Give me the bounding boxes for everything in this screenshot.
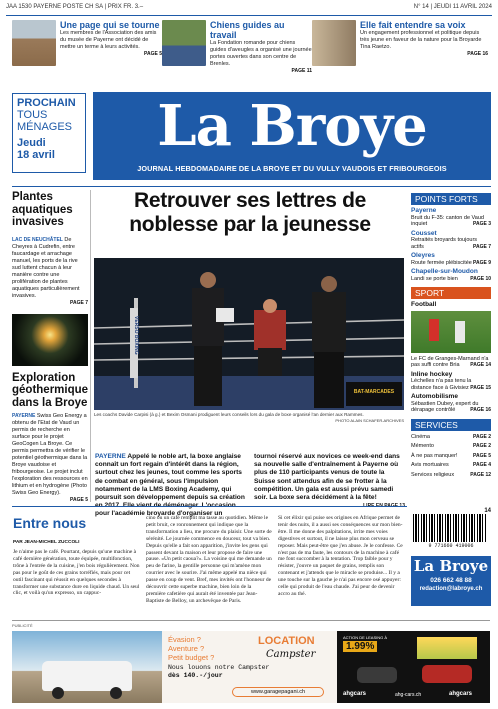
teaser-dogs[interactable] — [162, 20, 312, 72]
barcode-bars — [413, 514, 487, 542]
masthead-divider — [12, 186, 491, 187]
barcode-number: 9 771660 419006 — [428, 543, 474, 549]
section-points-forts: POINTS FORTS — [411, 193, 491, 205]
top-divider — [6, 15, 492, 16]
teaser-text: Les membres de l'Association des amis du musée de Payerne ont décidé de mettre un terme à leurs activités. — [60, 30, 157, 50]
advertisement[interactable] — [12, 620, 490, 706]
ad-leasing-rate: 1.99% — [343, 641, 377, 652]
column-title: Entre nous — [13, 515, 87, 531]
households-label: MÉNAGES — [17, 121, 73, 133]
service-item[interactable]: Mémento PAGE 2 — [411, 443, 491, 449]
service-item[interactable]: Avis mortuaires PAGE 4 — [411, 462, 491, 468]
sport-item[interactable]: Automobilisme Sébastien Dubey, expert du dérapage contrôlé PAGE 16 — [411, 393, 491, 413]
all-households-label: TOUS — [17, 109, 48, 121]
ad-brand-2: ahgcars — [449, 691, 473, 697]
column-divider — [12, 506, 407, 507]
boxing-photo — [94, 258, 404, 410]
ad-line-4: Nous louons notre Campster — [168, 664, 270, 671]
issue-date: N° 14 | JEUDI 11 AVRIL 2024 — [413, 4, 492, 10]
top-bar — [6, 4, 492, 14]
main-headline[interactable]: Retrouver ses lettres de noblesse par la jeunesse — [129, 189, 371, 236]
ad-label: PUBLICITÉ — [12, 623, 33, 628]
index-item[interactable]: Cousset Retraités broyards toujours actifs PAGE 7 — [411, 229, 491, 250]
teaser-voice[interactable] — [312, 20, 492, 72]
contact-email[interactable]: redaction@labroye.ch — [419, 586, 483, 592]
right-column — [411, 193, 491, 478]
story-page: PAGE 5 — [70, 497, 88, 503]
story-kicker: LAC DE NEUCHÂTEL — [12, 236, 63, 243]
teaser-photo-dogs — [162, 20, 206, 66]
story-text: Swiss Geo Energy a obtenu de l'Etat de Vaud un permis de recherche en surface pour le projet GeoCogen La Broye. Ce permis permettra de vérifier le potentiel géothermique dans la Broye vaudoise et fribourgeoise. Le projet inclut l'exploration des ressources en lithium et en hydrogène (Photo Swiss Geo Energy). — [12, 413, 88, 496]
contact-box — [411, 556, 491, 606]
photo-credit: PHOTO ALAIN SCHAFER-ARCHIVES — [335, 418, 404, 423]
teaser-page: PAGE 11 — [291, 68, 312, 74]
teaser-photo-building — [12, 20, 56, 66]
column-text-2: cino ou un café remplit ma tasse au quotidien. Même le petit bruit, ce ronronnement qui indique que la transformation a lieu, me procure du plaisir. Une sorte de sérénité. Le journée commence en douceur, tout va bien. Depuis qu'elle a fait son apparition, j'invite les gens qui passent devant la maison et leur propose de faire une pause. «Un petit caoua?». La voisine qui me demande un peu de farine, la gentille personne qui m'amène mon courrier avec le sourire. J'ai même appelé ma nièce qui passe en coup de vent. Bref, mes invités ont l'honneur de découvrir cette superbe machine, bien loin de la première cafetière qui aurait été inventée par Jean-Baptiste de Belloy, un archevêque de Paris. — [146, 515, 272, 604]
masthead-subtitle: JOURNAL HEBDOMADAIRE DE LA BROYE ET DU VULLY VAUDOIS ET FRIBOURGEOIS — [137, 164, 447, 173]
football-photo — [411, 311, 491, 353]
teaser-photo-portrait — [312, 20, 356, 66]
masthead — [93, 92, 491, 180]
ad-location: LOCATION — [258, 635, 315, 647]
next-issue-box — [12, 93, 86, 173]
sport-item[interactable]: Inline hockey Léchelles n'a pas tenu la distance face à Givisiez PAGE 15 — [411, 370, 491, 391]
sport-item[interactable]: Le FC de Granges-Marnand n'a pas suffi contre Bria PAGE 14 — [411, 355, 491, 368]
sport-item[interactable]: Football — [411, 301, 437, 308]
ring-post-text: VERSO BOXING — [133, 316, 139, 355]
next-date: 18 avril — [17, 149, 55, 161]
teaser-museum[interactable] — [12, 20, 162, 72]
teaser-title: Une page qui se tourne — [60, 20, 160, 30]
masthead-title: La Broye — [157, 93, 427, 159]
teaser-page: PAGE 16 — [467, 51, 488, 57]
ad-van-photo — [12, 631, 162, 703]
lead-kicker: PAYERNE — [95, 453, 126, 460]
story-text: De Cheyres à Cudrefin, entre faucardage et arrachage manuel, les ports de la rive sud luttent chacun à leur manière contre une prolifération de plantes aquatiques particulièrement invasives. — [12, 236, 80, 299]
ad-url[interactable]: www.garagepagani.ch — [232, 687, 324, 697]
next-day: Jeudi — [17, 137, 46, 149]
teaser-page: PAGE 5 — [144, 51, 162, 57]
ad-line-2: Aventure ? — [168, 644, 205, 653]
section-sport: SPORT — [411, 287, 491, 299]
left-divider — [90, 190, 91, 502]
ad-line-1: Évasion ? — [168, 635, 201, 644]
ad-campster-logo: Campster — [266, 649, 316, 660]
column-text-3: Si cet élixir qui puise ses origines en Afrique permet de tenir des nuits, il a aussi ses conséquences sur mon bien-être. Il me donne des palpitations, irrite mes voies digestives et surtout, il ne laisse plus mon cerveau se reposer. Mais peut-être que j'en abuse. Je le confesse. Ce n'est pas de ma faute, les contours de la machine à café me font succomber à la tentation. Trop faible pour y résister, j'ouvre un paquet de grains, remplis son contenant et j'attends que le miracle se produise... Il y a une touche sur la gauche je n'ai pas encore osé appuyer: celle qui produit de l'eau chaude. J'ai peur de devenir accro au thé. — [278, 515, 403, 597]
ad-campster — [162, 631, 337, 703]
teaser-text: La Fondation romande pour chiens guides d'aveugles a organisé une journée portes ouvertes dans son centre de Brenles. — [210, 40, 312, 67]
index-item[interactable]: Payerne Bruit du F-35: canton de Vaud inquiet PAGE 3 — [411, 207, 491, 227]
column-author: PAR JEAN-MICHEL ZUCCOLI — [13, 540, 80, 545]
left-column — [12, 191, 88, 504]
ad-brand: ahgcars — [343, 691, 367, 697]
story-kicker: PAYERNE — [12, 413, 36, 419]
story-headline: Plantes aquatiques invasives — [12, 191, 73, 228]
contact-phone[interactable]: 026 662 48 88 — [430, 577, 472, 584]
lead-body: Appelé le noble art, la boxe anglaise connaît un fort regain d'intérêt dans la région, surtout chez les jeunes, tout comme les sports de combat en général, sous l'impulsion notamment de la LMS Boxing Academy, qui poursuit son développement depuis sa création pour l'académie broyarde d'organiser un tournoi réservé aux novices ce week-end dans sa nouvelle salle d'entraînement à Payerne où plus de 110 participants venus de toute la Suisse sont attendus afin de se frotter à la compétition. Un gala est aussi prévu samedi soir. La boxe sera décidément à la fête! — [95, 453, 400, 518]
index-item[interactable]: Oleyres Route fermée plébiscitée PAGE 9 — [411, 252, 491, 266]
teaser-title: Chiens guides au travail — [210, 20, 285, 40]
photo-caption — [94, 412, 404, 424]
story-headline: Exploration géothermique dans la Broye — [12, 371, 89, 409]
lead-text — [95, 453, 405, 519]
postal-info: JAA 1530 PAYERNE POSTE CH SA | PRIX FR. 3.– — [6, 4, 144, 10]
ad-leasing-top: ACTION DE LEASING À — [343, 635, 388, 640]
service-item[interactable]: Services religieux PAGE 12 — [411, 471, 491, 478]
caption-text: Les coachs Davide Carpisi (à g.) et Bexim Osmani prodiguent leurs conseils lors du gala de boxe organisé l'an dernier aux Rammes. — [94, 412, 364, 417]
barcode — [411, 508, 491, 552]
column-text-1: Je n'aime pas le café. Pourtant, depuis qu'une machine à café dernière génération, toute équipée, multifonction, trône à l'entrée de la cuisine, j'en bois régulièrement. Non pas pour le goût de ces grains torréfiés, mais pour cet outil fascinant qui réussit en quelques secondes à transformer une substance dure en liquide chaud. Un seul clic, et voilà qu'un expresso, un cappuc- — [13, 549, 140, 597]
contact-logo: La Broye — [413, 557, 489, 575]
ad-leasing — [337, 631, 490, 703]
index-item[interactable]: Chapelle-sur-Moudon Landi se porte bien PAGE 10 — [411, 268, 491, 282]
story-page: PAGE 7 — [70, 299, 88, 306]
teaser-title: Elle fait entendre sa voix — [360, 20, 466, 30]
ad-line-3: Petit budget ? — [168, 653, 215, 662]
next-label: PROCHAIN — [17, 97, 76, 109]
svg-text:BAT-MARCADES: BAT-MARCADES — [353, 389, 395, 395]
issue-number: 14 — [484, 508, 491, 514]
drill-photo — [12, 314, 88, 366]
ad-line-5: dès 140.-/jour — [168, 672, 223, 679]
ad-brand-url[interactable]: ahg-cars.ch — [395, 692, 422, 698]
service-item[interactable]: Cinéma PAGE 2 — [411, 433, 491, 440]
section-services: SERVICES — [411, 419, 491, 431]
service-item[interactable]: À ne pas manquer! PAGE 5 — [411, 452, 491, 459]
teaser-text: Un engagement professionnel et politique depuis très jeune en faveur de la nature pour la Broyarde Tina Raetzo. — [360, 30, 482, 50]
